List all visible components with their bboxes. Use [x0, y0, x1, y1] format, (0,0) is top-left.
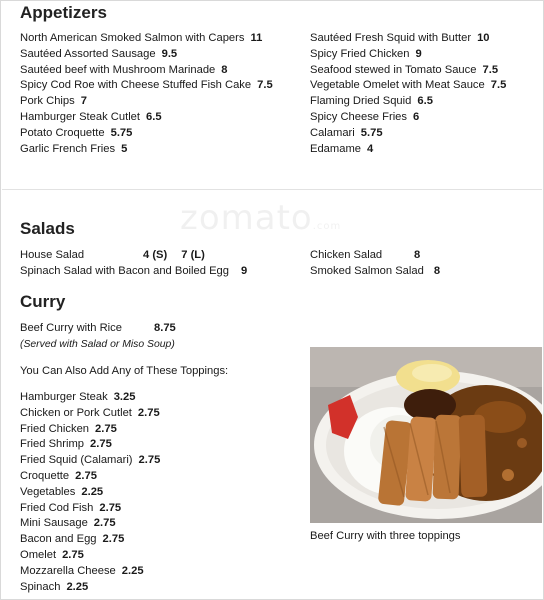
- topping-item: [20, 532, 160, 548]
- item-price: 9.5: [161, 47, 178, 60]
- item-price: 8: [433, 264, 441, 277]
- photo-caption: Beef Curry with three toppings: [310, 530, 461, 542]
- topping-item: [20, 422, 160, 438]
- item-name: Sautéed Fresh Squid with Butter: [310, 32, 472, 44]
- menu-item: [20, 142, 273, 158]
- item-price: 2.25: [121, 564, 144, 577]
- section-divider: [2, 189, 542, 190]
- menu-item: [310, 110, 506, 126]
- item-name: Omelet: [20, 548, 57, 561]
- menu-item: [20, 264, 247, 280]
- item-price: 7.5: [257, 79, 273, 92]
- item-price: 6.5: [417, 95, 433, 108]
- item-name: Edamame: [310, 142, 361, 155]
- item-name: Flaming Dried Squid: [310, 95, 412, 108]
- topping-item: [20, 453, 160, 469]
- item-price: 2.25: [81, 485, 104, 498]
- topping-item: [20, 437, 160, 453]
- menu-item: [20, 47, 273, 63]
- item-name: Chicken or Pork Cutlet: [20, 406, 132, 419]
- menu-item: [20, 63, 273, 79]
- item-price: 11: [250, 32, 263, 44]
- item-price: 2.75: [62, 548, 84, 561]
- item-name: Garlic French Fries: [20, 142, 116, 155]
- item-name: Seafood stewed in Tomato Sauce: [310, 63, 477, 76]
- curry-main: [20, 321, 176, 353]
- item-price: 9: [240, 264, 248, 277]
- salads-heading: Salads: [20, 219, 75, 238]
- item-price-large: 7 (L): [181, 249, 205, 261]
- item-price: 5.75: [360, 126, 383, 139]
- appetizers-right-column: [310, 31, 506, 157]
- item-price-small: 4 (S): [143, 249, 168, 261]
- beef-curry-photo: [310, 347, 542, 523]
- item-name: Fried Shrimp: [20, 438, 85, 451]
- item-price: 2.75: [138, 454, 161, 467]
- menu-item: [20, 321, 176, 337]
- menu-item: [310, 47, 506, 63]
- menu-item: [310, 31, 506, 47]
- toppings-list: [20, 390, 160, 595]
- item-price: 3.25: [113, 391, 136, 403]
- item-name: Hamburger Steak: [20, 391, 108, 403]
- item-price: 8: [414, 249, 421, 261]
- item-name: North American Smoked Salmon with Capers: [20, 32, 245, 44]
- menu-item: [310, 94, 506, 110]
- item-name: Calamari: [310, 126, 355, 139]
- item-price: 6.5: [146, 110, 162, 123]
- item-name: Sautéed beef with Mushroom Marinade: [20, 63, 216, 76]
- salads-left-column: [20, 248, 247, 280]
- item-price: 2.75: [93, 517, 116, 530]
- item-name: Sautéed Assorted Sausage: [20, 47, 156, 60]
- topping-item: [20, 516, 160, 532]
- item-name: Mini Sausage: [20, 517, 88, 530]
- item-name: Mozzarella Cheese: [20, 564, 116, 577]
- item-name: Spinach Salad with Bacon and Boiled Egg: [20, 264, 229, 277]
- menu-item: [310, 126, 506, 142]
- item-price: 7.5: [482, 63, 499, 76]
- item-price: 2.75: [102, 533, 125, 546]
- item-price: 2.75: [90, 438, 112, 451]
- watermark-suffix: .com: [312, 221, 342, 232]
- menu-item: [20, 110, 273, 126]
- curry-heading: Curry: [20, 292, 66, 311]
- topping-item: [20, 406, 160, 422]
- item-price: 9: [415, 47, 422, 60]
- topping-item: [20, 548, 160, 564]
- watermark-text: zomato: [180, 198, 313, 238]
- item-price: 7.5: [490, 79, 507, 92]
- menu-item: [20, 94, 273, 110]
- item-name: Pork Chips: [20, 95, 75, 108]
- menu-item: [310, 264, 440, 280]
- item-price: 2.75: [75, 469, 97, 482]
- item-name: Chicken Salad: [310, 249, 383, 261]
- item-name: Fried Squid (Calamari): [20, 454, 133, 467]
- item-price: 5.75: [110, 126, 133, 139]
- item-name: Fried Cod Fish: [20, 501, 94, 514]
- watermark-logo: [180, 198, 341, 238]
- salads-right-column: [310, 248, 440, 280]
- menu-item: [20, 31, 273, 47]
- item-name: Fried Chicken: [20, 422, 90, 435]
- topping-item: [20, 485, 160, 501]
- item-price: 2.75: [137, 406, 160, 419]
- menu-item: [310, 142, 506, 158]
- item-name: Spicy Cod Roe with Cheese Stuffed Fish Cake: [20, 79, 252, 92]
- serving-note: (Served with Salad or Miso Soup): [20, 338, 175, 350]
- menu-item: [20, 78, 273, 94]
- item-price: 6: [413, 110, 420, 123]
- menu-item: [310, 78, 506, 94]
- item-price: 4: [367, 142, 374, 155]
- topping-item: [20, 580, 160, 596]
- menu-item: [310, 63, 506, 79]
- item-price: 2.25: [66, 580, 89, 593]
- item-name: Croquette: [20, 469, 70, 482]
- item-price: 2.75: [99, 501, 122, 514]
- item-price: 8.75: [154, 322, 176, 334]
- topping-item: [20, 564, 160, 580]
- item-name: Beef Curry with Rice: [20, 322, 122, 334]
- appetizers-left-column: [20, 31, 273, 157]
- toppings-heading: You Can Also Add Any of These Toppings:: [20, 365, 229, 377]
- item-name: Spinach: [20, 580, 61, 593]
- topping-item: [20, 501, 160, 517]
- beef-curry-illustration: [310, 347, 542, 523]
- item-price: 8: [221, 63, 228, 76]
- item-name: Potato Croquette: [20, 126, 105, 139]
- item-price: 5: [121, 142, 128, 155]
- item-name: Hamburger Steak Cutlet: [20, 110, 141, 123]
- item-price: 7: [80, 95, 87, 108]
- item-price: 10: [477, 32, 490, 44]
- item-name: Spicy Cheese Fries: [310, 110, 407, 123]
- appetizers-heading: Appetizers: [20, 3, 107, 22]
- menu-item: [310, 248, 440, 264]
- topping-item: [20, 390, 160, 406]
- item-name: House Salad: [20, 249, 85, 261]
- item-price: 2.75: [95, 422, 117, 435]
- menu-item: [20, 126, 273, 142]
- item-name: Smoked Salmon Salad: [310, 264, 424, 277]
- item-name: Vegetable Omelet with Meat Sauce: [310, 79, 485, 92]
- topping-item: [20, 469, 160, 485]
- menu-item: [20, 248, 247, 264]
- item-name: Bacon and Egg: [20, 533, 97, 546]
- item-name: Vegetables: [20, 485, 76, 498]
- item-name: Spicy Fried Chicken: [310, 47, 410, 60]
